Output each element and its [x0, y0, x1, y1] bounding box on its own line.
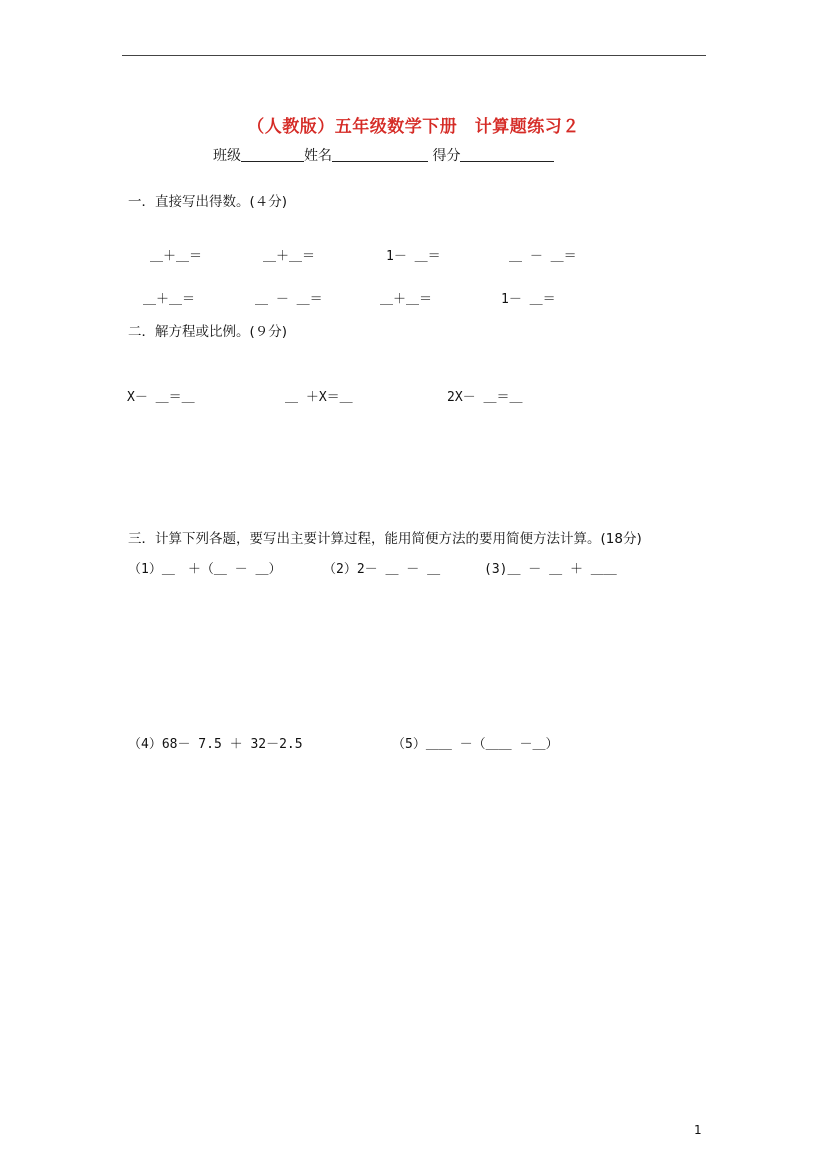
score-label: 得分: [432, 148, 461, 164]
score-blank[interactable]: [460, 147, 554, 162]
s2-equation-2: ＿ ＋X＝＿: [285, 390, 353, 405]
s1-problem-2: ＿＋＿＝: [263, 249, 316, 264]
s1-problem-4: ＿ － ＿＝: [509, 249, 577, 264]
section-1-heading: 一．直接写出得数。(４分): [128, 194, 288, 210]
s1-problem-6: ＿ － ＿＝: [255, 292, 323, 307]
s1-problem-8: 1－ ＿＝: [501, 292, 556, 307]
s3-problem-2: （2）2－ ＿ － ＿: [323, 562, 441, 577]
s1-problem-3: 1－ ＿＝: [386, 249, 441, 264]
class-label: 班级: [213, 148, 241, 164]
s3-problem-5: （5）＿＿ －（＿＿ －＿）: [392, 737, 559, 752]
s3-problem-1: （1）＿ ＋（＿ － ＿）: [128, 562, 282, 577]
name-blank[interactable]: [332, 147, 428, 162]
section-2-heading: 二．解方程或比例。(９分): [128, 324, 288, 340]
s2-equation-1: X－ ＿＝＿: [127, 390, 195, 405]
s3-problem-4: （4）68－ 7.5 ＋ 32－2.5: [128, 737, 303, 752]
s1-problem-1: ＿＋＿＝: [150, 249, 203, 264]
section-3-heading: 三．计算下列各题，要写出主要计算过程，能用简便方法的要用简便方法计算。(18分): [128, 531, 642, 547]
s1-problem-7: ＿＋＿＝: [380, 292, 433, 307]
student-info-line: [213, 145, 554, 165]
page-number: 1: [694, 1123, 702, 1137]
name-label: 姓名: [304, 148, 332, 164]
s3-problem-3: (3)＿ － ＿ ＋ ＿＿: [484, 562, 617, 577]
class-blank[interactable]: [241, 147, 304, 162]
page-title: （人教版）五年级数学下册 计算题练习２: [247, 117, 580, 137]
s2-equation-3: 2X－ ＿＝＿: [447, 390, 523, 405]
header-rule: [122, 55, 706, 56]
s1-problem-5: ＿＋＿＝: [143, 292, 196, 307]
